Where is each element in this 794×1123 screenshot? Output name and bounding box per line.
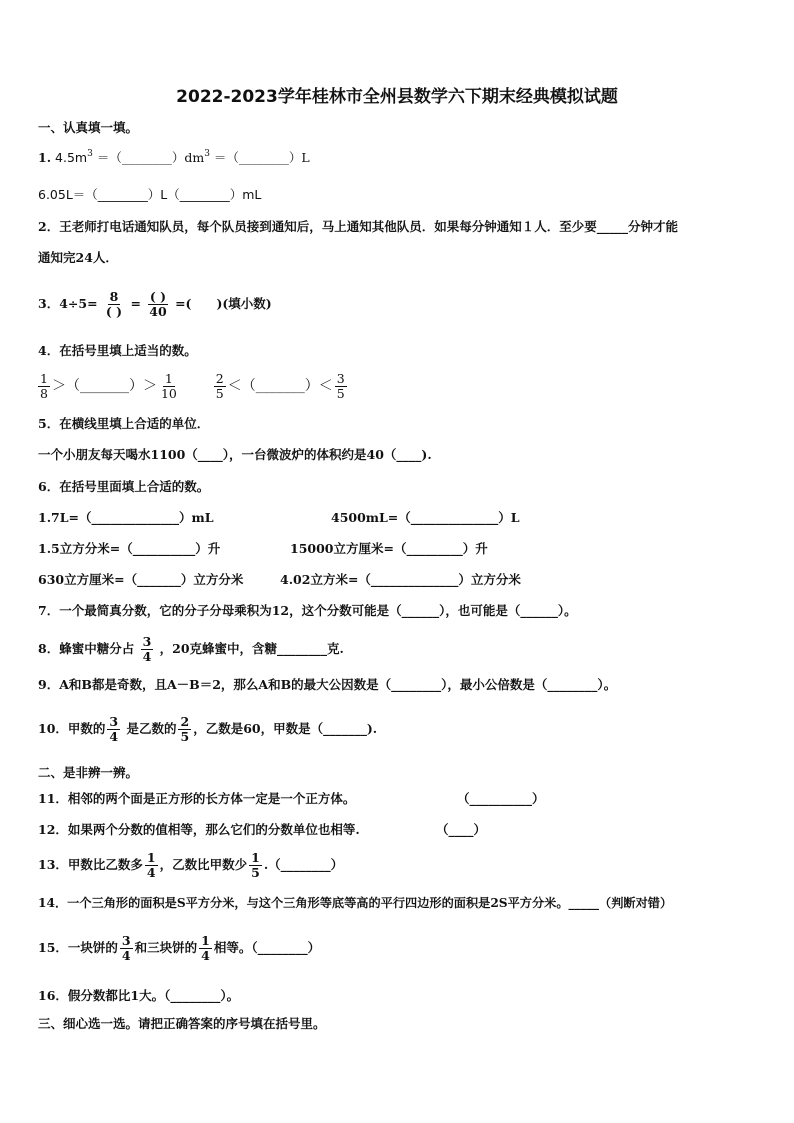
denominator: 4 bbox=[146, 865, 156, 880]
fraction bbox=[249, 851, 262, 880]
question-15-lead: 15．一块饼的 bbox=[38, 940, 118, 955]
denominator: ( ) bbox=[105, 304, 123, 319]
question-13-mid: ，乙数比甲数少 bbox=[159, 857, 248, 872]
question-13 bbox=[38, 846, 343, 884]
question-1-blank-dm: ＝（________）dm bbox=[96, 150, 205, 165]
denominator: 4 bbox=[109, 729, 119, 744]
denominator: 4 bbox=[142, 649, 152, 664]
question-6-c: 1.5立方分米=（__________）升 bbox=[38, 541, 221, 556]
question-16: 16．假分数都比1大。（________）。 bbox=[38, 988, 240, 1003]
question-3-lead: 3．4÷5= bbox=[38, 296, 98, 311]
question-6-text: 6．在括号里面填上合适的数。 bbox=[38, 479, 210, 494]
question-2-line-1: 2．王老师打电话通知队员，每个队员接到通知后，马上通知其他队员．如果每分钟通知１人．至少要_____分钟才能 bbox=[38, 219, 678, 234]
question-15-mid: 和三块饼的 bbox=[134, 940, 198, 955]
question-1-line-1 bbox=[38, 150, 310, 166]
inequality-blank: ＜（_______）＜ bbox=[227, 378, 333, 394]
question-9: 9．A和B都是奇数，且A－B＝2，那么A和B的最大公因数是（________），最小公倍数是（________）。 bbox=[38, 677, 617, 692]
question-6-e: 630立方厘米=（_______）立方分米 bbox=[38, 572, 244, 587]
page-title: 2022-2023学年桂林市全州县数学六下期末经典模拟试题 bbox=[176, 87, 618, 107]
fraction bbox=[159, 372, 179, 401]
fraction bbox=[104, 290, 124, 319]
question-6-d: 15000立方厘米=（_________）升 bbox=[290, 541, 488, 556]
denominator: 40 bbox=[149, 304, 167, 319]
numerator: 1 bbox=[251, 850, 260, 865]
equals-sign: = bbox=[130, 296, 141, 311]
fraction bbox=[141, 635, 154, 664]
numerator: 3 bbox=[336, 370, 345, 386]
question-13-lead: 13．甲数比乙数多 bbox=[38, 857, 143, 872]
numerator: 1 bbox=[146, 850, 156, 865]
denominator: 5 bbox=[251, 865, 260, 880]
question-7: 7．一个最简真分数，它的分子分母乘积为12，这个分数可能是（______），也可能是（______）。 bbox=[38, 603, 577, 618]
fraction bbox=[38, 372, 50, 401]
fraction bbox=[335, 372, 347, 401]
question-1-blank-l: ＝（________）L bbox=[213, 150, 310, 165]
question-1-line-2: 6.05L＝（________）L（________）mL bbox=[38, 187, 262, 202]
question-3 bbox=[38, 284, 272, 324]
numerator: 1 bbox=[201, 933, 210, 948]
fraction bbox=[107, 715, 120, 744]
denominator: 8 bbox=[40, 385, 48, 401]
exponent: 3 bbox=[204, 149, 210, 159]
question-10-lead: 10．甲数的 bbox=[38, 721, 106, 736]
question-6-a: 1.7L=（______________）mL bbox=[38, 510, 214, 525]
numerator: 8 bbox=[109, 289, 119, 304]
numerator: 2 bbox=[215, 370, 224, 386]
question-11: 11．相邻的两个面是正方形的长方体一定是一个正方体。 bbox=[38, 791, 356, 806]
question-1-number: 1. bbox=[38, 150, 52, 165]
fraction bbox=[178, 715, 191, 744]
question-6-b: 4500mL=（______________）L bbox=[331, 510, 520, 525]
denominator: 4 bbox=[201, 948, 210, 963]
question-10 bbox=[38, 710, 377, 748]
question-8 bbox=[38, 630, 344, 668]
fraction bbox=[145, 851, 158, 880]
section-1-heading: 一、认真填一填。 bbox=[38, 120, 139, 135]
section-2-heading: 二、是非辨一辨。 bbox=[38, 765, 139, 780]
denominator: 10 bbox=[160, 385, 177, 401]
numerator: 2 bbox=[180, 714, 190, 729]
numerator: 1 bbox=[40, 370, 48, 386]
question-10-mid: 是乙数的 bbox=[126, 721, 177, 736]
numerator: 1 bbox=[164, 370, 173, 386]
inequality-blank: ＞（_______）＞ bbox=[51, 378, 157, 394]
question-5-line: 一个小朋友每天喝水1100（____），一台微波炉的体积约是40（____). bbox=[38, 447, 432, 462]
question-8-lead: 8．蜂蜜中糖分占 bbox=[38, 641, 135, 656]
denominator: 5 bbox=[215, 385, 224, 401]
question-4-inequalities bbox=[36, 368, 349, 404]
numerator: ( ) bbox=[149, 289, 167, 304]
denominator: 4 bbox=[121, 948, 131, 963]
question-10-tail: ，乙数是60，甲数是（_______). bbox=[193, 721, 378, 736]
denominator: 5 bbox=[336, 385, 345, 401]
denominator: 5 bbox=[180, 729, 190, 744]
question-4-text: 4．在括号里填上适当的数。 bbox=[38, 343, 197, 358]
numerator: 3 bbox=[121, 933, 131, 948]
exponent: 3 bbox=[87, 149, 93, 159]
question-2-line-2: 通知完24人． bbox=[38, 250, 118, 265]
question-15-tail: 相等。（________） bbox=[213, 940, 321, 955]
question-12: 12．如果两个分数的值相等，那么它们的分数单位也相等. bbox=[38, 822, 360, 837]
question-11-blank: （__________） bbox=[457, 791, 545, 806]
question-14: 14．一个三角形的面积是S平方分米，与这个三角形等底等高的平行四边形的面积是2S平方分米。_____（判断对错） bbox=[38, 896, 673, 910]
question-5-text: 5．在横线里填上合适的单位． bbox=[38, 416, 210, 431]
question-6-f: 4.02立方米=（______________）立方分米 bbox=[280, 572, 521, 587]
numerator: 3 bbox=[109, 714, 119, 729]
fraction bbox=[199, 934, 212, 963]
numerator: 3 bbox=[142, 634, 152, 649]
question-15 bbox=[38, 929, 320, 967]
question-8-tail: ，20克蜂蜜中，含糖________克. bbox=[159, 641, 344, 656]
section-3-heading: 三、细心选一选。请把正确答案的序号填在括号里。 bbox=[38, 1016, 326, 1031]
question-3-tail: =( )(填小数) bbox=[175, 296, 272, 311]
question-12-blank: （____） bbox=[436, 822, 487, 837]
fraction bbox=[120, 934, 133, 963]
fraction bbox=[147, 290, 168, 319]
question-13-tail: .（________） bbox=[263, 857, 344, 872]
question-1-value: 4.5m bbox=[55, 150, 88, 165]
fraction bbox=[214, 372, 226, 401]
